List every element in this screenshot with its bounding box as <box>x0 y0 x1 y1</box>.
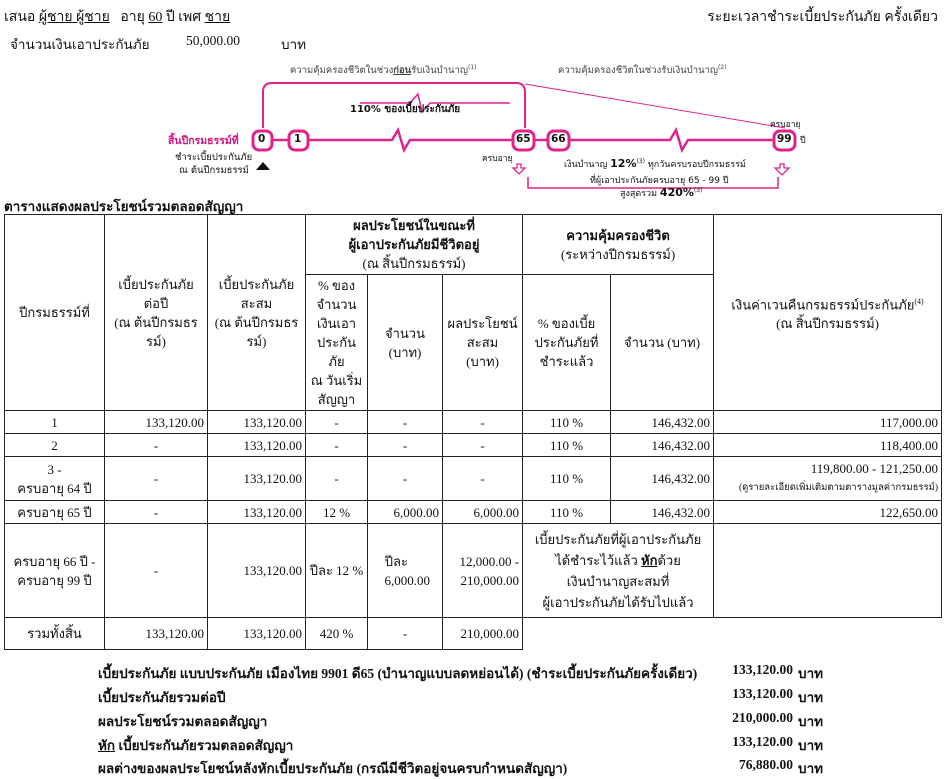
cover-during-label: ความคุ้มครองชีวิตในช่วงรับเงินบำนาญ$^{(2)}$ <box>558 63 727 76</box>
th-pct: % ของ จำนวน เงินเอา ประกันภัย ณ วันเริ่ม สัญญา <box>306 275 368 411</box>
th-surrender: เงินค่าเวนคืนกรมธรรม์ประกันภัย$^{(4)}$ (ณ สิ้นปีกรมธรรม์) <box>714 215 942 411</box>
th-prem-year: เบี้ยประกันภัย ต่อปี (ณ ต้นปีกรมธรรม์) <box>105 215 208 411</box>
table-row: 2 - 133,120.00 - - - 110 % 146,432.00 118,400.00 <box>5 434 942 457</box>
summary-premium-unit: บาท <box>798 666 824 681</box>
age-complete-99-label: ครบอายุ <box>770 120 801 130</box>
arrow-down-icon <box>513 164 525 174</box>
annuity-line-3: สูงสุดรวม 420%$^{(3)}$ <box>620 186 703 199</box>
policy-end-label: สิ้นปีกรมธรรม์ที่ <box>168 135 239 147</box>
summary-diff-unit: บาท <box>798 761 824 776</box>
sum-assured-label: จำนวนเงินเอาประกันภัย <box>10 37 150 52</box>
node-label-99: 99 <box>777 133 792 145</box>
total-row: รวมทั้งสิ้น 133,120.00 133,120.00 420 % - 210,000.00 <box>5 618 942 650</box>
summary-benefit-value: 210,000.00 <box>732 710 793 725</box>
cover-before-label: ความคุ้มครองชีวิตในช่วงก่อนรับเงินบำนาญ$^{(1)}$ <box>290 63 477 76</box>
age-value: 60 <box>148 10 163 25</box>
coverage-diagram <box>0 0 948 214</box>
table-title: ตารางแสดงผลประโยชน์รวมตลอดสัญญา <box>4 199 244 214</box>
annuity-line-1: เงินบำนาญ 12%$^{(3)}$ ทุกวันครบรอบปีกรมธรรม์ <box>564 157 746 170</box>
summary-deduct-label: หัก เบี้ยประกันภัยรวมตลอดสัญญา <box>98 738 294 753</box>
header-row-1 <box>5 215 942 275</box>
age-prefix: อายุ <box>120 10 145 25</box>
present-prefix: เสนอ <box>4 10 36 25</box>
table-row: ครบอายุ 65 ปี - 133,120.00 12 % 6,000.00 6,000.00 110 % 146,432.00 122,650.00 <box>5 501 942 524</box>
triangle-up-icon <box>256 162 270 170</box>
summary-diff-value: 76,880.00 <box>739 757 793 772</box>
summary-deduct-unit: บาท <box>798 738 824 753</box>
table-row: ครบอายุ 66 ปี - ครบอายุ 99 ปี - 133,120.00 ปีละ 12 % ปีละ 6,000.00 12,000.00 - 210,000.00 เบี้ยประกันภัยที่ผู้เอาประกันภัย ได้ชำระไว้แล้ว หักด้วย เงินบำนาญสะสมที่ ผู้เอาประกันภัยได้รับไปแล้ว <box>5 524 942 618</box>
node-label-66: 66 <box>551 133 566 145</box>
table-row: 3 - ครบอายุ 64 ปี - 133,120.00 - - - 110 % 146,432.00 119,800.00 - 121,250.00 (ดูรายละเอียดเพิ่มเติมตามตารางมูลค่ากรมธรรม์) <box>5 457 942 501</box>
th-benefit: ผลประโยชน์ในขณะที่ ผู้เอาประกันภัยมีชีวิตอยู่ (ณ สิ้นปีกรมธรรม์) <box>306 215 523 275</box>
pay-label-2: ณ ต้นปีกรมธรรม์ <box>179 165 249 176</box>
year-unit: ปี <box>800 136 806 146</box>
present-name: ผู้ชาย ผู้ชาย <box>38 10 110 25</box>
node-label-1: 1 <box>294 133 302 145</box>
node-label-65: 65 <box>516 133 531 145</box>
summary-benefit-label: ผลประโยชน์รวมตลอดสัญญา <box>98 714 268 729</box>
th-year: ปีกรมธรรม์ที่ <box>5 215 105 411</box>
age-unit: ปี เพศ <box>165 10 202 25</box>
pct-label: 110% ของเบี้ยประกันภัย <box>350 104 461 115</box>
th-lifepct: % ของเบี้ย ประกันภัยที่ ชำระแล้ว <box>523 275 611 411</box>
summary-annual-value: 133,120.00 <box>732 686 793 701</box>
th-prem-acc: เบี้ยประกันภัย สะสม (ณ ต้นปีกรมธรรม์) <box>208 215 306 411</box>
arrow-down-icon <box>775 164 789 175</box>
th-lifeamt: จำนวน (บาท) <box>611 275 714 411</box>
summary-premium-value: 133,120.00 <box>732 662 793 677</box>
during-annuity-line <box>525 84 785 128</box>
pay-label-1: ชำระเบี้ยประกันภัย <box>175 152 253 163</box>
summary-deduct-value: 133,120.00 <box>732 734 793 749</box>
sex-value: ชาย <box>204 10 231 25</box>
sum-assured-unit: บาท <box>281 37 307 52</box>
benefit-table <box>4 214 942 650</box>
age-complete-label: ครบอายุ <box>482 154 513 164</box>
sum-assured-value: 50,000.00 <box>186 33 240 48</box>
annuity-line-2: ที่ผู้เอาประกันภัยครบอายุ 65 - 99 ปี <box>590 176 729 186</box>
summary-annual-label: เบี้ยประกันภัยรวมต่อปี <box>98 690 226 705</box>
node-label-0: 0 <box>258 133 266 145</box>
payment-period: ระยะเวลาชำระเบี้ยประกันภัย ครั้งเดียว <box>707 10 938 25</box>
summary-benefit-unit: บาท <box>798 714 824 729</box>
summary-diff-label: ผลต่างของผลประโยชน์หลังหักเบี้ยประกันภัย (กรณีมีชีวิตอยู่จนครบกำหนดสัญญา) <box>98 761 568 776</box>
th-amount: จำนวน (บาท) <box>368 275 443 411</box>
summary-annual-unit: บาท <box>798 690 824 705</box>
table-row: 1 133,120.00 133,120.00 - - - 110 % 146,432.00 117,000.00 <box>5 411 942 434</box>
th-life: ความคุ้มครองชีวิต (ระหว่างปีกรมธรรม์) <box>523 215 714 275</box>
summary-premium-label: เบี้ยประกันภัย แบบประกันภัย เมืองไทย 9901 ดี65 (บำนาญแบบลดหย่อนได้) (ชำระเบี้ยประกันภัยครั้งเดียว) <box>98 666 698 681</box>
th-accben: ผลประโยชน์ สะสม (บาท) <box>443 275 523 411</box>
